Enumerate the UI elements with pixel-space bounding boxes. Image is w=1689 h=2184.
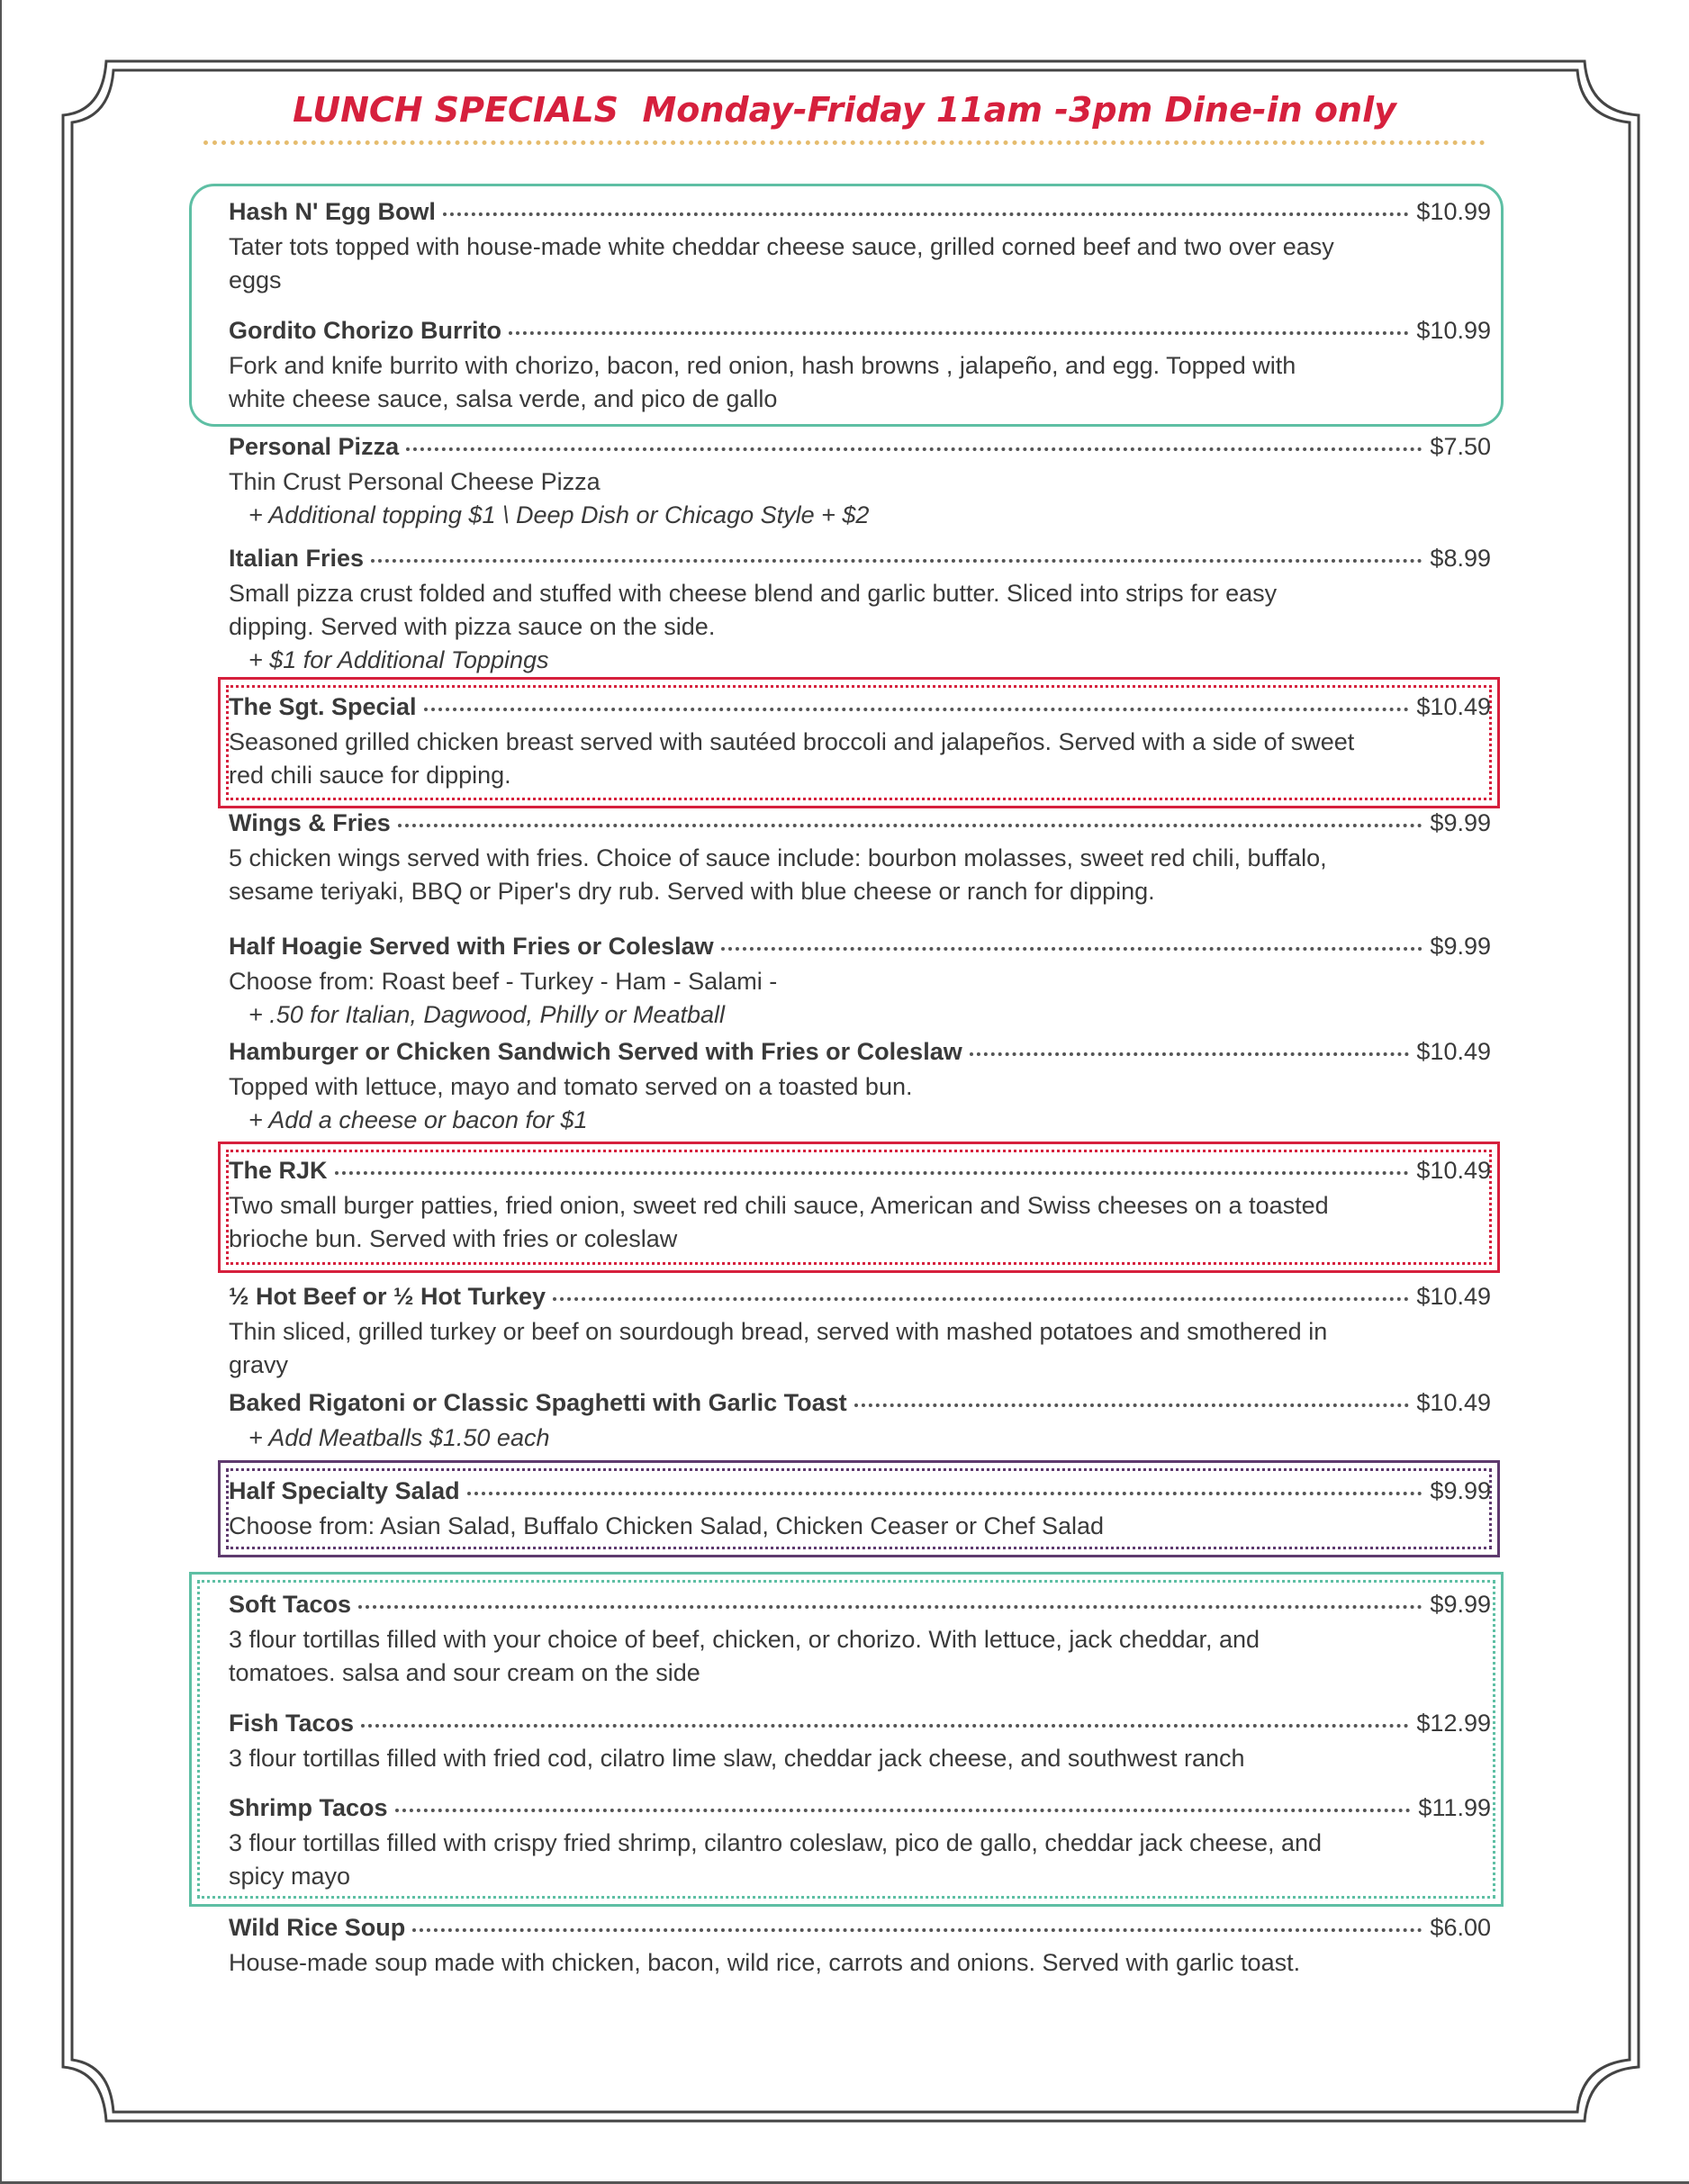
item-name: Shrimp Tacos	[229, 1794, 388, 1821]
item-name: Wild Rice Soup	[229, 1914, 406, 1941]
item-description-line: 3 flour tortillas filled with fried cod, cilatro lime slaw, cheddar jack cheese, and southwest ranch	[229, 1745, 1245, 1772]
item-name: Wings & Fries	[229, 809, 391, 836]
dot-leader	[443, 212, 1409, 216]
item-price: $7.50	[1430, 433, 1491, 460]
menu-item-baked-rigatoni-or-spaghetti	[229, 1389, 1491, 1455]
item-add-on-note: + $1 for Additional Toppings	[248, 646, 549, 673]
dot-leader	[395, 1809, 1412, 1812]
item-name: Gordito Chorizo Burrito	[229, 317, 501, 344]
dot-leader	[424, 708, 1410, 711]
menu-item-gordito-chorizo-burrito	[229, 317, 1491, 416]
item-name: Hamburger or Chicken Sandwich Served with Fries or Coleslaw	[229, 1038, 962, 1065]
item-description-line: House-made soup made with chicken, bacon, wild rice, carrots and onions. Served with garlic toast.	[229, 1949, 1301, 1976]
dot-leader	[371, 559, 1423, 563]
item-description-line: Topped with lettuce, mayo and tomato served on a toasted bun.	[229, 1073, 913, 1100]
item-description-line: 3 flour tortillas filled with your choice of beef, chicken, or chorizo. With lettuce, jack cheddar, and	[229, 1626, 1260, 1653]
dot-leader	[358, 1605, 1423, 1609]
item-name: The Sgt. Special	[229, 693, 417, 720]
menu-item-half-hot-beef-or-turkey	[229, 1283, 1491, 1382]
item-price: $10.49	[1416, 1038, 1491, 1065]
dot-leader	[335, 1171, 1410, 1175]
item-price: $10.49	[1416, 1283, 1491, 1310]
item-price: $10.99	[1416, 317, 1491, 344]
item-description-line: white cheese sauce, salsa verde, and pico de gallo	[229, 385, 778, 412]
item-name: The RJK	[229, 1157, 328, 1184]
menu-item-wings-and-fries	[229, 809, 1491, 908]
item-price: $9.99	[1430, 1477, 1491, 1504]
item-price: $9.99	[1430, 933, 1491, 960]
item-description-line: Two small burger patties, fried onion, sweet red chili sauce, American and Swiss cheeses on a toasted	[229, 1192, 1329, 1219]
item-price: $9.99	[1430, 1591, 1491, 1618]
item-price: $12.99	[1416, 1710, 1491, 1737]
item-description-line: Choose from: Roast beef - Turkey - Ham - Salami -	[229, 968, 778, 995]
item-name: ½ Hot Beef or ½ Hot Turkey	[229, 1283, 546, 1310]
item-description-line: 3 flour tortillas filled with crispy fried shrimp, cilantro coleslaw, pico de gallo, cheddar jack cheese, and	[229, 1829, 1323, 1856]
dot-leader	[721, 947, 1423, 951]
menu-item-half-specialty-salad	[229, 1477, 1491, 1543]
item-price: $10.49	[1416, 693, 1491, 720]
menu-item-sgt-special	[229, 693, 1491, 792]
menu-title: LUNCH SPECIALS Monday-Friday 11am -3pm Dine-in only	[293, 90, 1396, 130]
dot-leader	[412, 1928, 1423, 1932]
menu-item-fish-tacos	[229, 1710, 1491, 1775]
item-add-on-note: + Add Meatballs $1.50 each	[248, 1424, 550, 1451]
menu-item-shrimp-tacos	[229, 1794, 1491, 1893]
item-price: $10.99	[1416, 198, 1491, 225]
menu-item-italian-fries	[229, 545, 1491, 677]
item-name: Baked Rigatoni or Classic Spaghetti with Garlic Toast	[229, 1389, 847, 1416]
item-add-on-note: + .50 for Italian, Dagwood, Philly or Meatball	[248, 1001, 726, 1028]
item-description-line: brioche bun. Served with fries or coleslaw	[229, 1225, 678, 1252]
item-description-line: Fork and knife burrito with chorizo, bacon, red onion, hash browns , jalapeño, and egg. Topped with	[229, 352, 1296, 379]
item-add-on-note: + Additional topping $1 \ Deep Dish or Chicago Style + $2	[248, 501, 870, 528]
dot-leader	[553, 1297, 1409, 1301]
item-price: $11.99	[1418, 1794, 1491, 1821]
item-description-line: Thin Crust Personal Cheese Pizza	[229, 468, 601, 495]
dot-leader	[406, 447, 1423, 451]
item-price: $9.99	[1430, 809, 1491, 836]
menu-item-wild-rice-soup	[229, 1914, 1491, 1980]
item-name: Hash N' Egg Bowl	[229, 198, 436, 225]
dot-leader	[509, 331, 1409, 335]
item-name: Personal Pizza	[229, 433, 400, 460]
menu-item-hamburger-or-chicken-sandwich	[229, 1038, 1491, 1137]
item-price: $8.99	[1430, 545, 1491, 572]
item-name: Half Hoagie Served with Fries or Coleslaw	[229, 933, 714, 960]
item-name: Fish Tacos	[229, 1710, 355, 1737]
item-add-on-note: + Add a cheese or bacon for $1	[248, 1106, 588, 1133]
item-description-line: Seasoned grilled chicken breast served with sautéed broccoli and jalapeños. Served with a side of sweet	[229, 728, 1355, 755]
dot-leader	[361, 1724, 1409, 1728]
menu-item-hash-n-egg-bowl	[229, 198, 1491, 297]
menu-item-half-hoagie	[229, 933, 1491, 1032]
item-name: Half Specialty Salad	[229, 1477, 460, 1504]
item-description-line: spicy mayo	[229, 1863, 351, 1890]
item-description-line: Small pizza crust folded and stuffed with cheese blend and garlic butter. Sliced into strips for easy	[229, 580, 1278, 607]
dot-leader	[854, 1403, 1410, 1407]
menu-item-the-rjk	[229, 1157, 1491, 1256]
item-description-line: tomatoes. salsa and sour cream on the side	[229, 1659, 700, 1686]
item-description-line: Choose from: Asian Salad, Buffalo Chicken Salad, Chicken Ceaser or Chef Salad	[229, 1512, 1105, 1539]
item-description-line: Tater tots topped with house-made white cheddar cheese sauce, grilled corned beef and two over easy	[229, 233, 1334, 260]
item-price: $6.00	[1430, 1914, 1491, 1941]
item-description-line: gravy	[229, 1351, 289, 1378]
item-price: $10.49	[1416, 1389, 1491, 1416]
item-description-line: eggs	[229, 266, 282, 293]
item-name: Italian Fries	[229, 545, 365, 572]
item-description-line: 5 chicken wings served with fries. Choice of sauce include: bourbon molasses, sweet red chili, buffalo,	[229, 844, 1327, 871]
dot-leader	[970, 1052, 1410, 1056]
menu-item-personal-pizza	[229, 433, 1491, 532]
dot-leader	[398, 824, 1423, 827]
item-name: Soft Tacos	[229, 1591, 352, 1618]
item-description-line: Thin sliced, grilled turkey or beef on sourdough bread, served with mashed potatoes and smothered in	[229, 1318, 1328, 1345]
item-description-line: sesame teriyaki, BBQ or Piper's dry rub. Served with blue cheese or ranch for dipping.	[229, 878, 1155, 905]
menu-item-soft-tacos	[229, 1591, 1491, 1690]
item-description-line: red chili sauce for dipping.	[229, 762, 511, 789]
item-description-line: dipping. Served with pizza sauce on the side.	[229, 613, 716, 640]
title-divider	[203, 140, 1486, 145]
dot-leader	[467, 1492, 1423, 1495]
item-price: $10.49	[1416, 1157, 1491, 1184]
